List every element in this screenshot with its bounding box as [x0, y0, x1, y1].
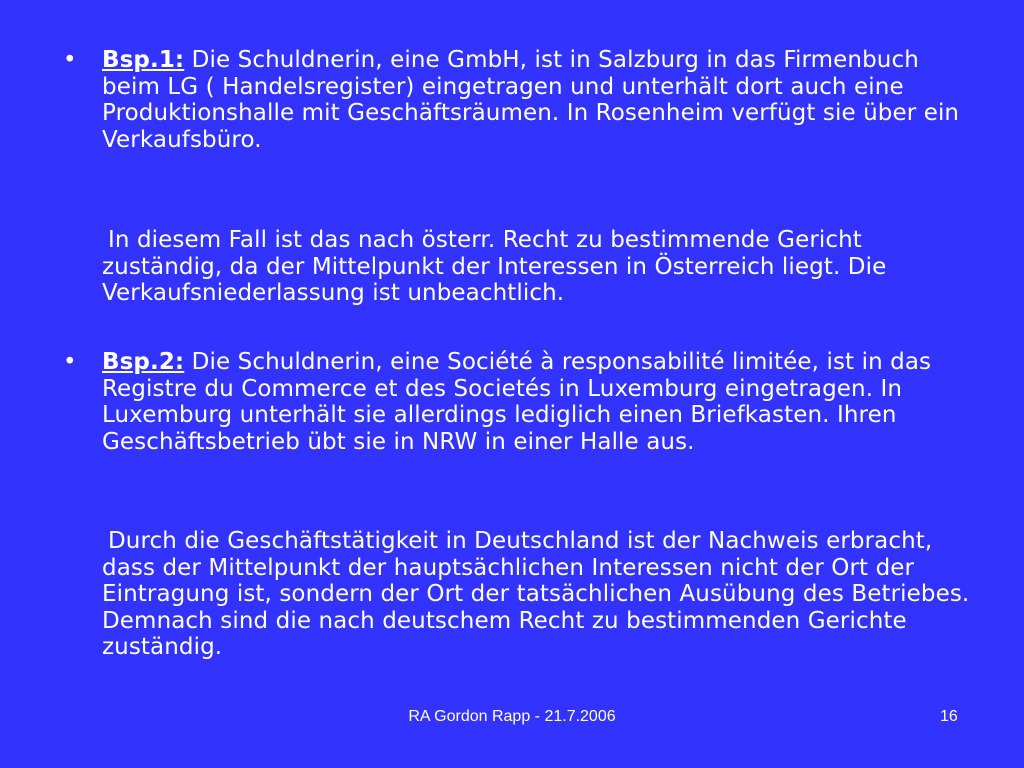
bullet-1-paragraph: [102, 47, 982, 153]
bullet-2-text: Die Schuldnerin, eine Société à responsabilité limitée, ist in das Registre du Commerce et des Societés in Luxemburg eingetragen. In Luxemburg unterhält sie allerdings lediglich einen Briefkasten. Ihren Geschäftsbetrieb übt sie in NRW in einer Halle aus.: [102, 349, 932, 455]
bullet-2-symbol: •: [63, 349, 77, 375]
bullet-2-label: Bsp.2:: [102, 349, 185, 375]
bullet-2-followup: Durch die Geschäftstätigkeit in Deutschland ist der Nachweis erbracht, dass der Mittelpunkt der hauptsächlichen Interessen nicht der Ort der Eintragung ist, sondern der Ort der tatsächlichen Ausübung des Betriebes. Demnach sind die nach deutschem Recht zu bestimmenden Gerichte zuständig.: [102, 528, 970, 660]
bullet-1-symbol: •: [63, 47, 77, 73]
bullet-1-label: Bsp.1:: [102, 47, 185, 73]
bullet-1-followup: In diesem Fall ist das nach österr. Recht zu bestimmende Gericht zuständig, da der Mittelpunkt der Interessen in Österreich liegt. Die Verkaufsniederlassung ist unbeachtlich.: [102, 227, 887, 306]
bullet-2-paragraph: [102, 349, 982, 455]
footer-author-date: RA Gordon Rapp - 21.7.2006: [408, 708, 616, 725]
page-number: 16: [940, 708, 958, 725]
bullet-1-text: Die Schuldnerin, eine GmbH, ist in Salzburg in das Firmenbuch beim LG ( Handelsregister) eingetragen und unterhält dort auch eine Produktionshalle mit Geschäftsräumen. In Rosenheim verfügt sie über ein Verkaufsbüro.: [102, 47, 960, 153]
